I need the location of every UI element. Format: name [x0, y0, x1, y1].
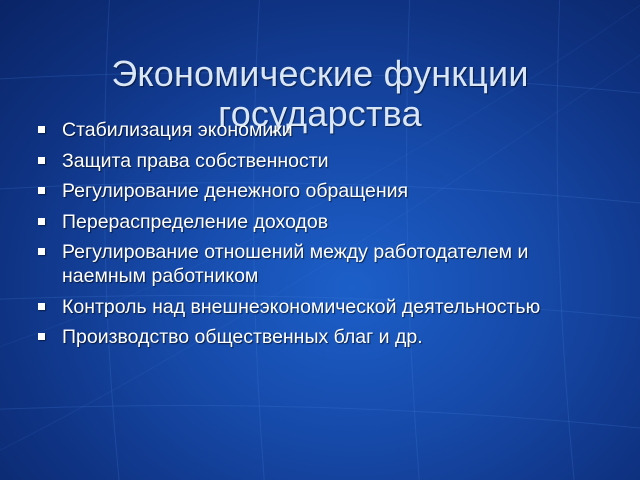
list-item: [36, 210, 616, 234]
list-item: [36, 240, 616, 288]
square-bullet-icon: [38, 126, 45, 133]
square-bullet-icon: [38, 303, 45, 310]
list-item: [36, 295, 616, 319]
square-bullet-icon: [38, 187, 45, 194]
list-item-text: Регулирование денежного обращения: [62, 180, 409, 202]
list-item-text: Контроль над внешнеэкономической деятельностью: [62, 295, 541, 318]
square-bullet-icon: [38, 248, 45, 255]
slide-title-line-1: Экономические функции: [111, 53, 529, 95]
list-item-text: Стабилизация экономики: [62, 119, 293, 141]
list-item: [36, 118, 616, 142]
square-bullet-icon: [38, 157, 45, 164]
slide-title-line-2: государства: [218, 93, 422, 135]
list-item-text: Производство общественных благ и др.: [62, 326, 423, 348]
list-item: [36, 149, 616, 173]
list-item: [36, 325, 616, 349]
list-item: [36, 179, 616, 203]
bullet-list: [36, 118, 616, 356]
list-item-text: Перераспределение доходов: [62, 210, 329, 233]
list-item-text: Защита права собственности: [62, 149, 329, 172]
list-item-text: Регулирование отношений между работодателем и наемным работником: [62, 241, 529, 287]
square-bullet-icon: [38, 333, 45, 340]
square-bullet-icon: [38, 218, 45, 225]
